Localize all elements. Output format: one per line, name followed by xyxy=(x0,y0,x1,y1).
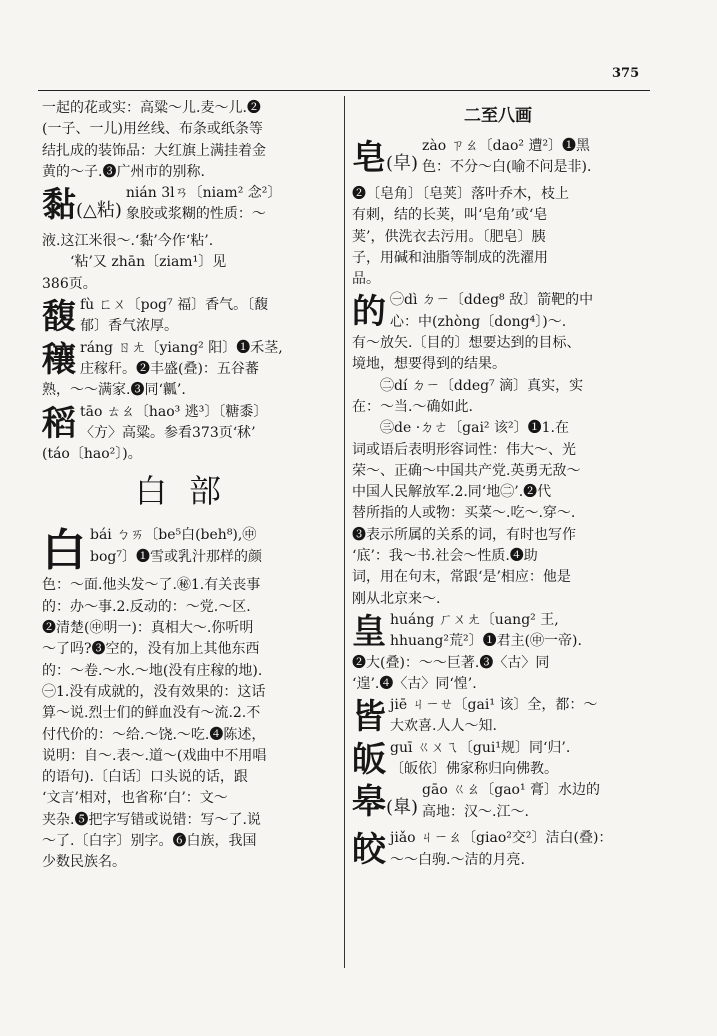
text-line: 的语句).〔白话〕口头说的话，跟 xyxy=(42,769,248,786)
headword: 皋(臯) xyxy=(352,782,419,823)
text-line: nián 3lㄢ〔niam² 念²〕 xyxy=(125,185,282,202)
text-line: ㊂de ·ㄉㄜ〔gai² 该²〕❶1.在 xyxy=(380,420,569,437)
text-line: 色：不分～白(喻不问是非). xyxy=(422,159,592,176)
header-rule xyxy=(38,90,650,91)
headword: 穰 xyxy=(42,339,76,380)
text-line: ❸表示所属的关系的词，有时也写作 xyxy=(352,526,576,543)
text-line: ～～白驹.～洁的月亮. xyxy=(390,851,525,868)
text-line: 庄稼秆。❷丰盛(叠)：五谷蕃 xyxy=(80,360,259,377)
text-line: ráng ㄖㄤ〔yiang² 阳〕❶禾茎, xyxy=(80,339,283,356)
text-line: 黄的～子.❸广州市的别称. xyxy=(42,163,205,180)
text-line: ‘遑’.❹〈古〉同‘惶’. xyxy=(352,675,477,692)
text-line: 说明：自～.表～.道～(戏曲中不用唱 xyxy=(42,747,267,764)
entry-jie xyxy=(352,695,644,738)
headword: 稻 xyxy=(42,403,76,444)
section-heading: 二至八画 xyxy=(464,106,532,126)
text-line: 词，用在句末，常跟‘是’相应：他是 xyxy=(352,569,571,586)
headword-variant: (皁) xyxy=(386,153,419,174)
text-line: ～了.〔白字〕别字。❻白族，我国 xyxy=(42,833,257,850)
entry-fu xyxy=(42,295,336,338)
section-title: 白部 xyxy=(134,472,243,511)
text-line: 〈方〉高粱。参看373页‘秫’ xyxy=(80,424,256,441)
text-line: 中国人民解放军.2.同‘地㊁’.❷代 xyxy=(352,484,552,501)
text-line: 品。 xyxy=(352,271,380,288)
entry-bai xyxy=(42,525,336,873)
text-line: ‘底’：我～书.社会～性质.❹助 xyxy=(352,548,538,565)
text-line: 的：～卷.～水.～地(没有庄稼的地). xyxy=(42,662,263,679)
page-number: 375 xyxy=(612,66,640,81)
text-line: (táo〔hao²〕)。 xyxy=(42,446,142,463)
text-line: jiē ㄐㄧㄝ〔gai¹ 该〕全，都：～ xyxy=(390,697,598,714)
text-line: 大欢喜.人人～知. xyxy=(390,718,497,735)
headword: 皆 xyxy=(352,697,386,738)
text-line: 熟，～～满家.❸同‘瓤’. xyxy=(42,382,186,399)
text-line: gāo ㄍㄠ〔gao¹ 膏〕水边的 xyxy=(422,782,601,799)
text-line: hhuang²荒²〕❶君主(㊥一帝). xyxy=(390,633,582,650)
text-line: ❷清楚(㊥明一)：真相大～.你听明 xyxy=(42,620,254,637)
text-line: 心：中(zhòng〔dong⁴〕)～. xyxy=(390,313,567,330)
text-line: 子，用碱和油脂等制成的洗濯用 xyxy=(352,249,548,266)
text-line: (一子、一儿)用丝线、布条或纸条等 xyxy=(42,121,263,138)
text-line: 在：～当.～确如此. xyxy=(352,398,473,415)
text-line: bog⁷〕❶雪或乳汁那样的颜 xyxy=(90,548,262,565)
text-line: 少数民族名。 xyxy=(42,854,126,871)
text-line: 一起的花或实：高粱～儿.麦～儿.❷ xyxy=(42,100,261,116)
text-line: 境地，想要得到的结果。 xyxy=(352,356,506,373)
text-line: fù ㄈㄨ〔pog⁷ 福〕香气。〔馥 xyxy=(80,297,269,314)
headword-variant: (臯) xyxy=(386,797,419,819)
column-divider xyxy=(344,96,345,968)
text-line: 算～说.烈士们的鲜血没有～流.2.不 xyxy=(42,705,261,722)
headword: 黏(△粘) xyxy=(42,185,122,226)
text-line: 荚’，供洗衣去污用。〔肥皂〕胰 xyxy=(352,228,546,245)
text-line: 386页。 xyxy=(42,275,97,292)
headword: 馥 xyxy=(42,297,76,338)
text-line: ❷〔皂角〕〔皂荚〕落叶乔木，枝上 xyxy=(352,186,569,202)
headword: 白 xyxy=(42,525,86,577)
text-line: ‘粘’又 zhān〔ziam¹〕见 xyxy=(70,254,227,271)
text-line: bái ㄅㄞ〔be⁵白(beh⁸),㊥ xyxy=(90,527,257,544)
text-line: zào ㄗㄠ〔dao² 遭²〕❶黑 xyxy=(422,138,591,154)
headword: 皎 xyxy=(352,830,386,871)
text-line: ㊁dí ㄉㄧ〔ddeg⁷ 滴〕真实，实 xyxy=(380,377,584,394)
right-column xyxy=(352,98,644,871)
headword: 皈 xyxy=(352,739,386,780)
entry-gao xyxy=(352,780,644,823)
text-line: 〔皈依〕佛家称归向佛教。 xyxy=(390,761,558,778)
headword-variant: (△粘) xyxy=(76,200,122,222)
text-line: ～了吗?❸空的，没有加上其他东西 xyxy=(42,641,260,658)
text-line: jiǎo ㄐㄧㄠ〔giao²交²〕洁白(叠)： xyxy=(390,830,613,847)
text-line: 刚从北京来～. xyxy=(352,590,441,607)
text-line: 夹杂.❺把字写错或说错：写～了.说 xyxy=(42,811,261,828)
entry-nian xyxy=(42,183,336,295)
text-line: 高地：汉～.江～. xyxy=(422,803,529,820)
text-line: 有刺，结的长荚，叫‘皂角’或‘皂 xyxy=(352,207,548,224)
text-line: ㊀1.没有成就的，没有效果的：这话 xyxy=(42,683,266,700)
text-line: 象胶或浆糊的性质：～ xyxy=(125,206,266,223)
text-line: 替所指的人或物：买菜～.吃～.穿～. xyxy=(352,505,576,522)
text-line: ㊀dì ㄉㄧ〔ddeg⁸ 敌〕箭靶的中 xyxy=(390,292,594,309)
text-line: 结扎成的装饰品：大红旗上满挂着金 xyxy=(42,142,266,159)
entry-zao xyxy=(352,136,644,290)
text-line: 色：～面.他头发～了.㊙1.有关丧事 xyxy=(42,577,261,594)
text-line: ❷大(叠)：～～巨著.❸〈古〉同 xyxy=(352,654,550,671)
headword: 的 xyxy=(352,292,386,333)
text-line: ‘文言’相对，也省称‘白’：文～ xyxy=(42,790,228,807)
text-line: 的：办～事.2.反动的：～党.～区. xyxy=(42,598,251,615)
text-line: 付代价的：～给.～饶.～吃.❹陈述， xyxy=(42,726,266,743)
text-line: 郁〕香气浓厚。 xyxy=(80,318,178,335)
text-line: 有～放矢.〔目的〕想要达到的目标、 xyxy=(352,335,581,352)
entry-huang xyxy=(352,610,644,695)
headword: 皂(皁) xyxy=(352,138,419,178)
text-line: 词或语后表明形容词性：伟大～、光 xyxy=(352,441,576,458)
entry-di xyxy=(352,290,644,609)
text-line: guī ㄍㄨㄟ〔gui¹规〕同‘归’. xyxy=(390,739,571,756)
entry-tao xyxy=(42,402,336,466)
text-line: tāo ㄊㄠ〔hao³ 逃³〕〔糖黍〕 xyxy=(80,403,268,420)
left-column xyxy=(42,98,336,874)
text-line: 荣～、正确～中国共产党.英勇无敌～ xyxy=(352,462,581,479)
headword: 皇 xyxy=(352,611,386,652)
entry-jiao xyxy=(352,828,644,871)
text-line: 液.这江米很～.‘黏’今作‘粘’. xyxy=(42,233,214,250)
text-line: huáng ㄏㄨㄤ〔uang² 王, xyxy=(390,611,559,628)
entry-rang xyxy=(42,338,336,402)
entry-gui xyxy=(352,738,644,781)
